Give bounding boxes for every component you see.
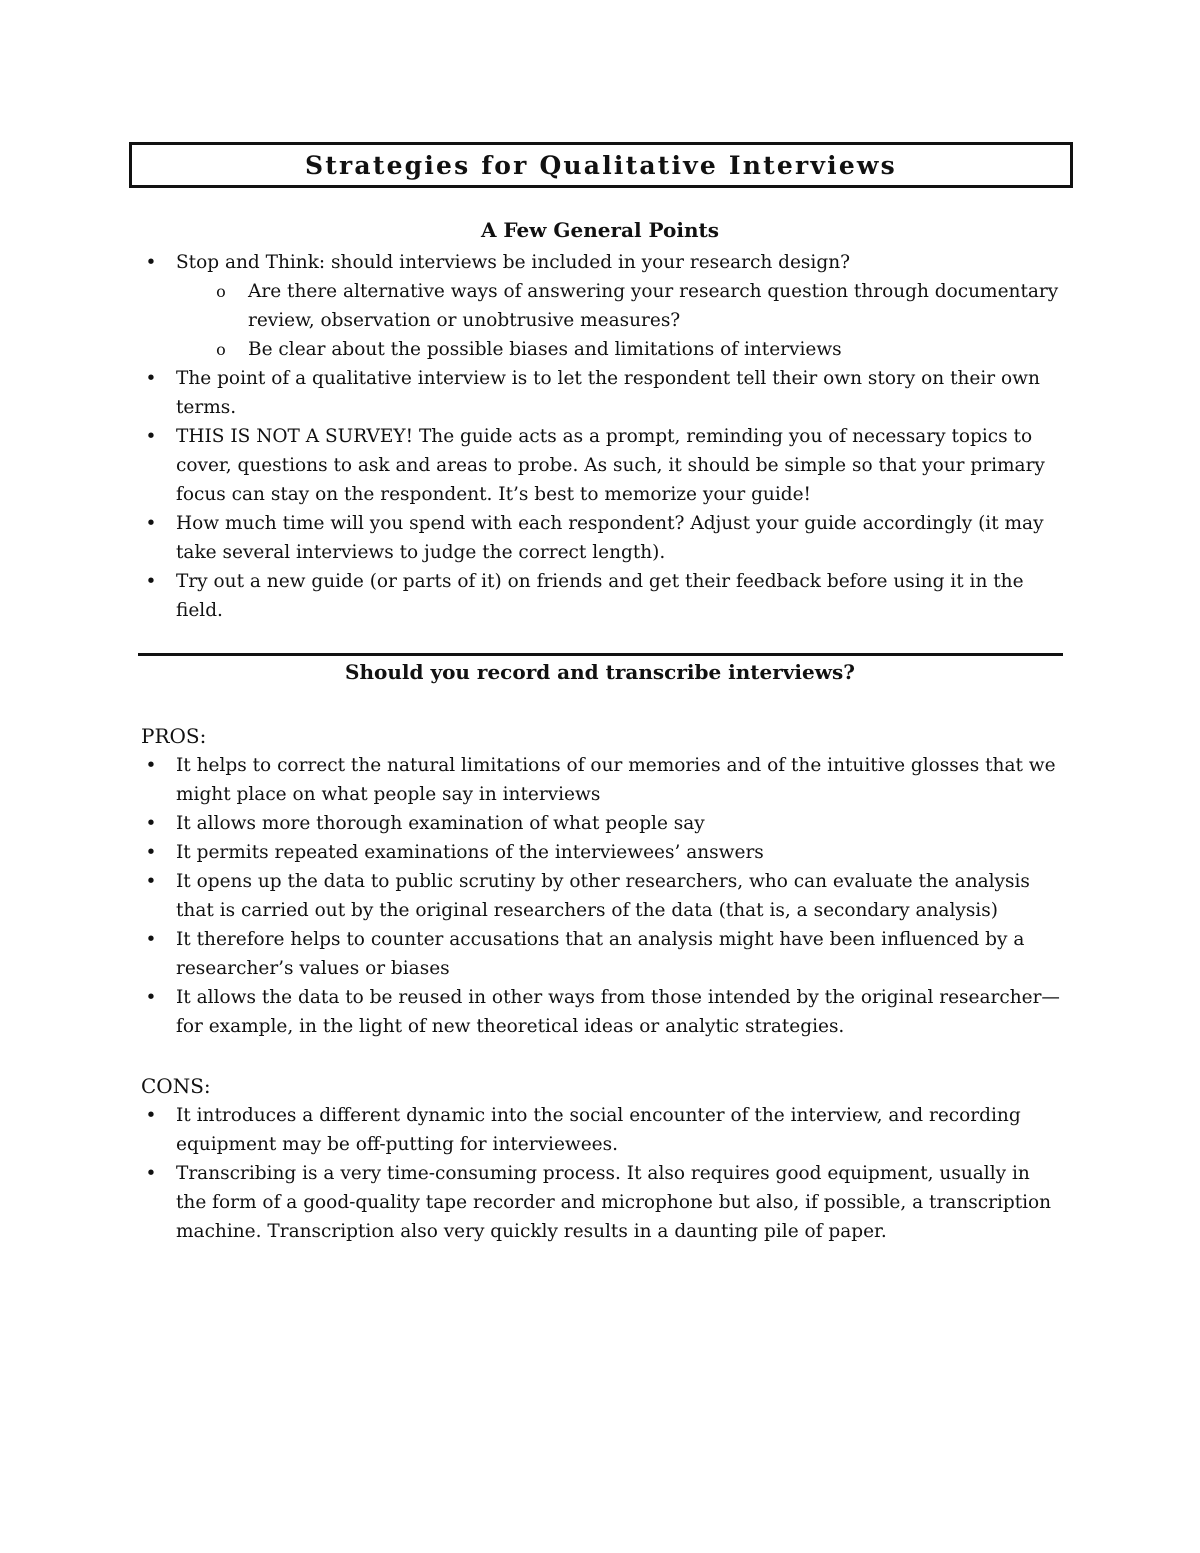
cons-section [141, 1072, 1061, 1246]
bullet-icon: • [145, 813, 157, 834]
list-item-text: Stop and Think: should interviews be included in your research design? [176, 252, 851, 273]
list-item [141, 751, 1061, 809]
list-item [141, 838, 1061, 867]
bullet-icon: • [145, 252, 157, 273]
general-points-heading: A Few General Points [480, 218, 720, 242]
sub-list-item-text: Are there alternative ways of answering your research question through documentary review, observation or unobtrusive measures? [248, 281, 1059, 331]
bullet-icon: • [145, 929, 157, 950]
cons-list [141, 1101, 1061, 1246]
list-item-text: It opens up the data to public scrutiny by other researchers, who can evaluate the analysis that is carried out by the original researchers of the data (that is, a secondary analysis) [176, 871, 1030, 921]
bullet-icon: • [145, 871, 157, 892]
list-item-text: Try out a new guide (or parts of it) on friends and get their feedback before using it in the field. [176, 571, 1024, 621]
sub-list [141, 277, 1061, 364]
list-item [141, 364, 1061, 422]
list-item-text: THIS IS NOT A SURVEY! The guide acts as a prompt, reminding you of necessary topics to cover, questions to ask and areas to probe. As such, it should be simple so that your primary focus can stay on the respondent. It’s best to memorize your guide! [176, 426, 1045, 505]
list-item [141, 248, 1061, 364]
list-item [141, 509, 1061, 567]
list-item-text: It introduces a different dynamic into the social encounter of the interview, and recording equipment may be off-putting for interviewees. [176, 1105, 1021, 1155]
list-item [141, 567, 1061, 625]
bullet-icon: • [145, 571, 157, 592]
bullet-icon: • [145, 1163, 157, 1184]
bullet-icon: • [145, 368, 157, 389]
list-item [141, 1159, 1061, 1246]
list-item-text: How much time will you spend with each respondent? Adjust your guide accordingly (it may take several interviews to judge the correct length). [176, 513, 1044, 563]
sub-list-item [141, 335, 1061, 364]
bullet-icon: • [145, 513, 157, 534]
record-heading: Should you record and transcribe interviews? [345, 660, 855, 684]
pros-section [141, 722, 1061, 1041]
list-item [141, 983, 1061, 1041]
list-item-text: Transcribing is a very time-consuming process. It also requires good equipment, usually in the form of a good-quality tape recorder and microphone but also, if possible, a transcription machine. Transcription also very quickly results in a daunting pile of paper. [176, 1163, 1052, 1242]
list-item [141, 925, 1061, 983]
section-divider [138, 653, 1063, 656]
document-title: Strategies for Qualitative Interviews [305, 150, 897, 180]
general-points-section [141, 248, 1061, 625]
list-item-text: The point of a qualitative interview is to let the respondent tell their own story on their own terms. [176, 368, 1040, 418]
pros-list [141, 751, 1061, 1041]
list-item [141, 1101, 1061, 1159]
cons-label: CONS: [141, 1074, 211, 1098]
list-item-text: It helps to correct the natural limitations of our memories and of the intuitive glosses that we might place on what people say in interviews [176, 755, 1056, 805]
list-item-text: It therefore helps to counter accusations that an analysis might have been influenced by a researcher’s values or biases [176, 929, 1025, 979]
sub-list-item-text: Be clear about the possible biases and limitations of interviews [248, 339, 842, 360]
list-item [141, 809, 1061, 838]
general-points-list [141, 248, 1061, 625]
circle-bullet-icon: o [216, 282, 226, 301]
circle-bullet-icon: o [216, 340, 226, 359]
bullet-icon: • [145, 426, 157, 447]
sub-list-item [141, 277, 1061, 335]
bullet-icon: • [145, 842, 157, 863]
bullet-icon: • [145, 987, 157, 1008]
list-item-text: It allows more thorough examination of what people say [176, 813, 705, 834]
list-item [141, 867, 1061, 925]
title-box [129, 142, 1073, 188]
list-item-text: It allows the data to be reused in other ways from those intended by the original researcher—for example, in the light of new theoretical ideas or analytic strategies. [176, 987, 1060, 1037]
bullet-icon: • [145, 755, 157, 776]
list-item [141, 422, 1061, 509]
list-item-text: It permits repeated examinations of the interviewees’ answers [176, 842, 764, 863]
bullet-icon: • [145, 1105, 157, 1126]
pros-label: PROS: [141, 724, 207, 748]
